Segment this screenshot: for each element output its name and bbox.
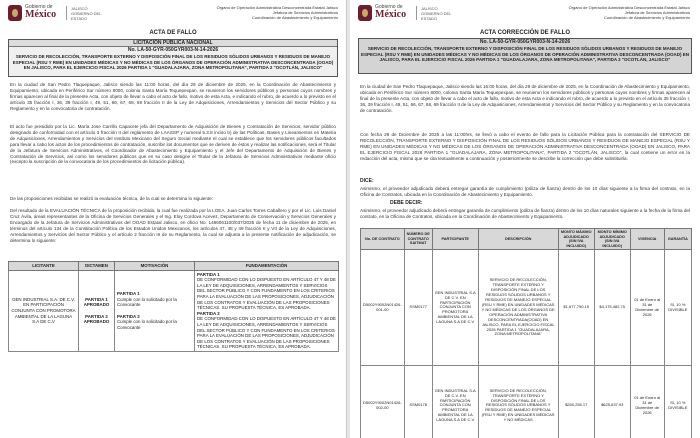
acta-title: ACTA DE FALLO (149, 30, 197, 36)
page-header (0, 4, 346, 22)
contrato-cell: D5002Y9002N01426-002-00 (361, 366, 405, 438)
dictamen-p1-label: PARTIDA 1 (85, 296, 108, 302)
vigencia-cell: 01 de Enero al 31 de Diciembre de 2026 (630, 250, 664, 366)
opening-paragraph: En la ciudad de San Pedro Tlaquepaque, Jalisco siendo las 16:00 horas, del día 29 de diciembre de 2025, en la Coordinación de Abastecimiento y Equipamiento, ubicada en Periférico Sur número 8000, colonia Santa María Tequepexpan, se reunieron los servidores públicos y personas cuyos nombres y firmas aparecen al final de la presente Acta, con objeto de llevar a cabo el acto de fallo, motivo de esta Acta e indicando el rubro, de acuerdo a lo previsto en el artículo 35 fracción I, 36, 39 fracción I, 49, 51, 66, 67, 68, 69 fracción II de la Ley de Adquisiciones, Arrendamientos y Servicios del Sector Público y su Reglamento y en la convocatoria de contratación. (360, 84, 690, 113)
fund-p1-label: PARTIDA 1 (197, 271, 220, 277)
table-row (361, 250, 692, 366)
organization-header (550, 5, 690, 20)
logo-gobierno-text: Gobierno de (375, 4, 403, 10)
monto-maximo-cell: $250,255.17 (558, 366, 594, 438)
dice-label: DICE: (360, 178, 374, 184)
correction-context-paragraph: Con fecha 29 de Diciembre de 2025 a las 11:00hrs, se llevó a cabo el evento de fallo para la Licitación Pública para la contratación del SERVICIO DE RECOLECCIÓN, TRANSPORTE EXTERNO Y DISPOSICIÓN FINAL DE LOS RESIDUOS SÓLIDOS URBANOS Y RESIDUOS DE MANEJO ESPECIAL (RSU Y RME) EN UNIDADES MÉDICAS Y NO MÉDICAS DE LOS ÓRGANOS DE OPERACIÓN ADMINISTRATIVA DESCONCENTRADA (OOAD) EN JALISCO, PARA EL EJERCICIO FISCAL 2026 PARTIDA 1 "GUADALAJARA, ZONA METROPOLITANA", PARTIDA 2 "OCOTLÁN, JALISCO", la cual contiene un error en la redacción del acta, misma que se cita textualmente a continuación y posteriormente se describe la corrección que debe substituirla: (360, 132, 690, 161)
col-licitante: LICITANTE (9, 262, 79, 271)
jalisco-logo-line-2: GOBIERNO DEL ESTADO (71, 11, 102, 21)
licitacion-description: SERVICIO DE RECOLECCIÓN, TRANSPORTE EXTERNO Y DISPOSICIÓN FINAL DE LOS RESIDUOS SÓLIDOS URBANOS Y RESIDUOS DE MANEJO ESPECIAL (RSU Y RME) EN UNIDADES MÉDICAS Y NO MÉDICAS DE LOS ÓRGANOS DE OPERACIÓN ADMINISTRATIVA DESCONCENTRADA (OOAD) EN JALISCO, PARA EL EJERCICIO FISCAL 2026 PARTIDA 1 "GUADALAJARA, ZONA METROPOLITANA", PARTIDA 2 "OCOTLÁN, JALISCO" (12, 54, 334, 70)
motivacion-p1-label: PARTIDA 1 (117, 290, 140, 296)
presided-paragraph: El acto fue presidido por la Lic. María Jose Carrillo Capacete jefa del Departamento de Adquisición de Bienes y Contratación de Servicios, servidor público designado de conformidad con el artículo 3 fracción II del reglamento de LAASSP y numeral 5.3.8 inciso b) de las Políticas, Bases y Lineamientos en Materia de Adquisiciones, Arrendamientos y Servicios del Instituto Mexicano del Seguro Social mediante el cual se establece que los servidores públicos facultados para llevar a cabo los actos de los procedimientos de contratación, suscribir los documentos que se deriven de éstos y realizar las notificaciones, será el Titular de la Jefatura de Servicios Administrativos, el Coordinador de Abastecimiento y Equipamiento y el Jefe del Departamento de Adquisición de Bienes y Contratación de Servicios, así como los servidores públicos que en su caso designe el Titular de la Jefatura de Servicios Administrativos mediante oficio (excepto la suscripción de la convocatoria de los procedimientos de licitación pública). (10, 124, 336, 165)
motivacion-p2-text: Cumple con lo solicitado por la Convocante (117, 319, 177, 330)
acta-correccion-title: ACTA CORRECCIÓN DE FALLO (480, 30, 570, 36)
licitante-cell: GEN INDUSTRIAL S.A. DE C.V. EN PARTICIPACIÓN CONJUNTA CON PROMOTORA AMBIENTAL DE LA LAGUNA S.A DE C.V (9, 270, 79, 351)
fund-p2-label: PARTIDA 2 (197, 310, 220, 316)
jalisco-logo-line-1: JALISCO (71, 6, 88, 11)
col-motivacion: MOTIVACIÓN (115, 262, 195, 271)
jalisco-logo-line-2: GOBIERNO DEL ESTADO (421, 11, 452, 21)
logo-mexico-text: México (375, 9, 407, 20)
fund-p1-text: DE CONFORMIDAD CON LO DISPUESTO EN ARTÍCULO 47 Y 48 DE LA LEY DE ADQUISICIONES, ARRENDAMIENTOS Y SERVICIOS DEL SECTOR PÚBLICO Y CON FUNDAMENTO EN LOS CRITERIOS PARA LA EVALUACIÓN DE LAS PROPOSICIONES, ADJUDICACIÓN DE LOS CONTRATOS Y EVALUACIÓN DE LAS PROPOSICIONES TÉCNICAS. SU PROPUESTA TÉCNICA, ES APROBADA. (197, 277, 336, 311)
garantia-cell: SI, 10 % DIVISIBLE (664, 366, 691, 438)
technical-evaluation-paragraph: Del resultado de la EVALUACIÓN TÉCNICA de la proposición recibida, la cual fue realizada por la LGEA. Juan Carlos Torres Caballero y por el Lic. Luis Daniel Cruz Ávila, áreas representantes de la Oficina de Servicios Generales y el Ing. Eloy Cordova Acevez, Departamento de Conservación y Servicios Generales y Encargado de la Jefatura de Servicios Administrativos del OOAD Estatal Jalisco, en oficio No. 1486061100/037/2025 de fecha 11 de diciembre de 2025, en términos del artículo 134 de la Constitución Política de los Estados Unidos Mexicanos, los artículos 47, 48 y 49 fracción II y VII de la Ley de Adquisiciones, Arrendamientos y Servicios del Sector Público y el artículo 2 fracción III de su Reglamento, la cual se adjunta a la presente notificación de adjudicación, se determina lo siguiente: (10, 208, 336, 243)
gobierno-mexico-logo (358, 4, 412, 22)
table-row (9, 270, 339, 351)
licitacion-box (358, 38, 692, 74)
col-garantia: GARANTÍA (664, 229, 691, 250)
debe-decir-text: Asimismo, el proveedor adjudicado deberá entregar garantía de cumplimiento (póliza de fianza) dentro de los 10 días naturales siguiente a la fecha de la firma del contrato, en la Oficina de Contratos, ubicada en la Coordinación de Abastecimiento y Equipamiento. (360, 208, 690, 219)
table-row (361, 366, 692, 438)
monto-minimo-cell: $625,637.93 (594, 366, 630, 438)
coat-of-arms-icon (8, 5, 22, 21)
col-vigencia: VIGENCIA (630, 229, 664, 250)
vigencia-cell: 01 de Enero al 31 de Diciembre de 2026 (630, 366, 664, 438)
debe-decir-label: DEBE DECIR: (390, 200, 423, 206)
contrato-cell: D5002Y9002N01426-001-00 (361, 250, 405, 366)
monto-maximo-cell: $1,677,790.19 (558, 250, 594, 366)
descripcion-cell: SERVICIO DE RECOLECCIÓN, TRANSPORTE EXTERNO Y DISPOSICIÓN FINAL DE LOS RESIDUOS SÓLIDOS URBANOS Y RESIDUOS DE MANEJO ESPECIAL (RSU Y RME) EN UNIDADES MÉDICAS Y NO MÉDICAS (478, 366, 558, 438)
org-line-2: Jefatura de Servicios Administrativos (272, 10, 338, 15)
col-descripcion: DESCRIPCIÓN (478, 229, 558, 250)
motivacion-p1-text: Cumple con lo solicitado por la Convocante (117, 296, 177, 308)
garantia-cell: SI, 10 % DIVISIBLE (664, 250, 691, 366)
jalisco-logo (66, 6, 110, 20)
org-line-3: Coordinación de Abastecimiento y Equipamiento (603, 15, 690, 20)
col-contrato: No. DE CONTRATO (361, 229, 405, 250)
org-line-1: Órgano de Operación Administrativa Desconcentrada Estatal Jalisco (568, 5, 690, 10)
col-fundamentacion: FUNDAMENTACIÓN (195, 262, 339, 271)
jalisco-logo (416, 6, 460, 20)
org-line-2: Jefatura de Servicios Administrativos (624, 10, 690, 15)
logo-gobierno-text: Gobierno de (25, 4, 53, 10)
monto-minimo-cell: $4,175,482.75 (594, 250, 630, 366)
licitacion-box (8, 39, 338, 77)
acta-fallo-page (0, 0, 347, 438)
contracts-table (360, 228, 692, 438)
licitacion-code: No. LA-50-GYR-050GYR003-N-14-2026 (127, 47, 219, 53)
dictamen-cell (79, 270, 115, 351)
dictamen-p2-label: PARTIDA 2 (85, 313, 108, 319)
organization-header (198, 5, 338, 20)
evaluation-intro: De las proposiciones recibidas se realizó la evaluación técnica, de la cual se determina lo siguiente: (10, 196, 214, 201)
page-header (350, 4, 700, 22)
descripcion-cell: SERVICIO DE RECOLECCIÓN, TRANSPORTE EXTERNO Y DISPOSICIÓN FINAL DE LOS RESIDUOS SÓLIDOS URBANOS Y RESIDUOS DE MANEJO ESPECIAL (RSU Y RME) EN UNIDADES MÉDICAS Y NO MÉDICAS DE LOS ÓRGANOS DE OPERACIÓN ADMINISTRATIVA DESCONCENTRADA(OOAD) EN JALISCO, PARA EL EJERCICIO FISCAL 2026 PARTIDA 1 "GUADALAJARA, ZONA METROPOLITANA" (478, 250, 558, 366)
licitacion-description: SERVICIO DE RECOLECCIÓN, TRANSPORTE EXTERNO Y DISPOSICIÓN FINAL DE LOS RESIDUOS SÓLIDOS URBANOS Y RESIDUOS DE MANEJO ESPECIAL (RSU Y RME) EN UNIDADES MÉDICAS Y NO MÉDICAS DE LOS ÓRGANOS DE OPERACIÓN ADMINISTRATIVA DESCONCENTRADA (OOAD) EN JALISCO, PARA EL EJERCICIO FISCAL 2026 PARTIDA 1 "GUADALAJARA, ZONA METROPOLITANA", PARTIDA 2 "OCOTLÁN, JALISCO" (361, 46, 689, 62)
licitacion-header: LICITACIÓN PÚBLICA NACIONAL (9, 40, 337, 47)
col-saitmat: NÚMERO DE CONTRATO SAITMAT (404, 229, 432, 250)
jalisco-logo-line-1: JALISCO (421, 6, 438, 11)
motivacion-p2-label: PARTIDA 2 (117, 313, 140, 319)
acta-correccion-page (350, 0, 700, 438)
licitacion-code: No. LA-50-GYR-050GYR003-N-14-2026 (479, 39, 571, 45)
evaluation-table (8, 261, 339, 352)
saitmat-cell: SSM0177 (404, 250, 432, 366)
org-line-1: Órgano de Operación Administrativa Desconcentrada Estatal Jalisco (216, 5, 338, 10)
col-monto-maximo: MONTO MÁXIMO ADJUDICADO (SIN IVA INCLUIDO) (558, 229, 594, 250)
participante-cell: GEN INDUSTRIAL S.A DE C.V. EN PARTICIPACIÓN CONJUNTA CON PROMOTORA AMBIENTAL DE LA LAGUNA S.A DE C.V (432, 366, 478, 438)
fundamentacion-cell (195, 270, 339, 351)
gobierno-mexico-logo (8, 4, 62, 22)
col-monto-minimo: MONTO MÍNIMO ADJUDICADO (SIN IVA INCLUIDO) (594, 229, 630, 250)
saitmat-cell: SSM0178 (404, 366, 432, 438)
dictamen-p2-value: APROBADO (83, 319, 110, 325)
participante-cell: GEN INDUSTRIAL S.A DE C.V. EN PARTICIPACIÓN CONJUNTA CON PROMOTORA AMBIENTAL DE LA LAGUNA S.A DE C.V (432, 250, 478, 366)
motivacion-cell (115, 270, 195, 351)
col-dictamen: DICTAMEN (79, 262, 115, 271)
logo-mexico-text: México (25, 9, 57, 20)
fund-p2-text: DE CONFORMIDAD CON LO DISPUESTO EN ARTÍCULO 47 Y 48 DE LA LEY DE ADQUISICIONES, ARRENDAMIENTOS Y SERVICIOS DEL SECTOR PÚBLICO Y CON FUNDAMENTO EN LOS CRITERIOS PARA LA EVALUACIÓN DE LAS PROPOSICIONES, ADJUDICACIÓN DE LOS CONTRATOS Y EVALUACIÓN DE LAS PROPOSICIONES TÉCNICAS. SU PROPUESTA TÉCNICA, ES APROBADA. (197, 316, 336, 350)
dictamen-p1-value: APROBADO (83, 302, 110, 308)
coat-of-arms-icon (358, 5, 372, 21)
opening-paragraph: En la ciudad de San Pedro Tlaquepaque, Jalisco siendo las 11:00 horas, del día 29 de diciembre de 2025, en la Coordinación de Abastecimiento y Equipamiento, ubicada en Periférico Sur número 8000, colonia Santa María Tequepexpan, se reunieron los servidores públicos y personas cuyos nombres y firmas aparecen al final de la presente Acta, con objeto de llevar a cabo el acto de fallo, motivo de esta Acta, e indicando el rubro, de acuerdo a lo previsto en el artículo 35 fracción I, 36, 39 fracción I, 49, 51, 66, 67, 68, 69 fracción II de la Ley de Adquisiciones, Arrendamientos y Servicios del Sector Público y su Reglamento y en la convocatoria de contratación. (10, 82, 336, 111)
col-participante: PARTICIPANTE (432, 229, 478, 250)
org-line-3: Coordinación de Abastecimiento y Equipamiento (251, 15, 338, 20)
dice-text: Asimismo, el proveedor adjudicado deberá entregar garantía de cumplimiento (póliza de fianza) dentro de los 10 días siguiente a la firma del contrato, en la Oficina de Contratos, ubicada en la Coordinación de Abastecimiento y Equipamiento. (360, 186, 690, 197)
